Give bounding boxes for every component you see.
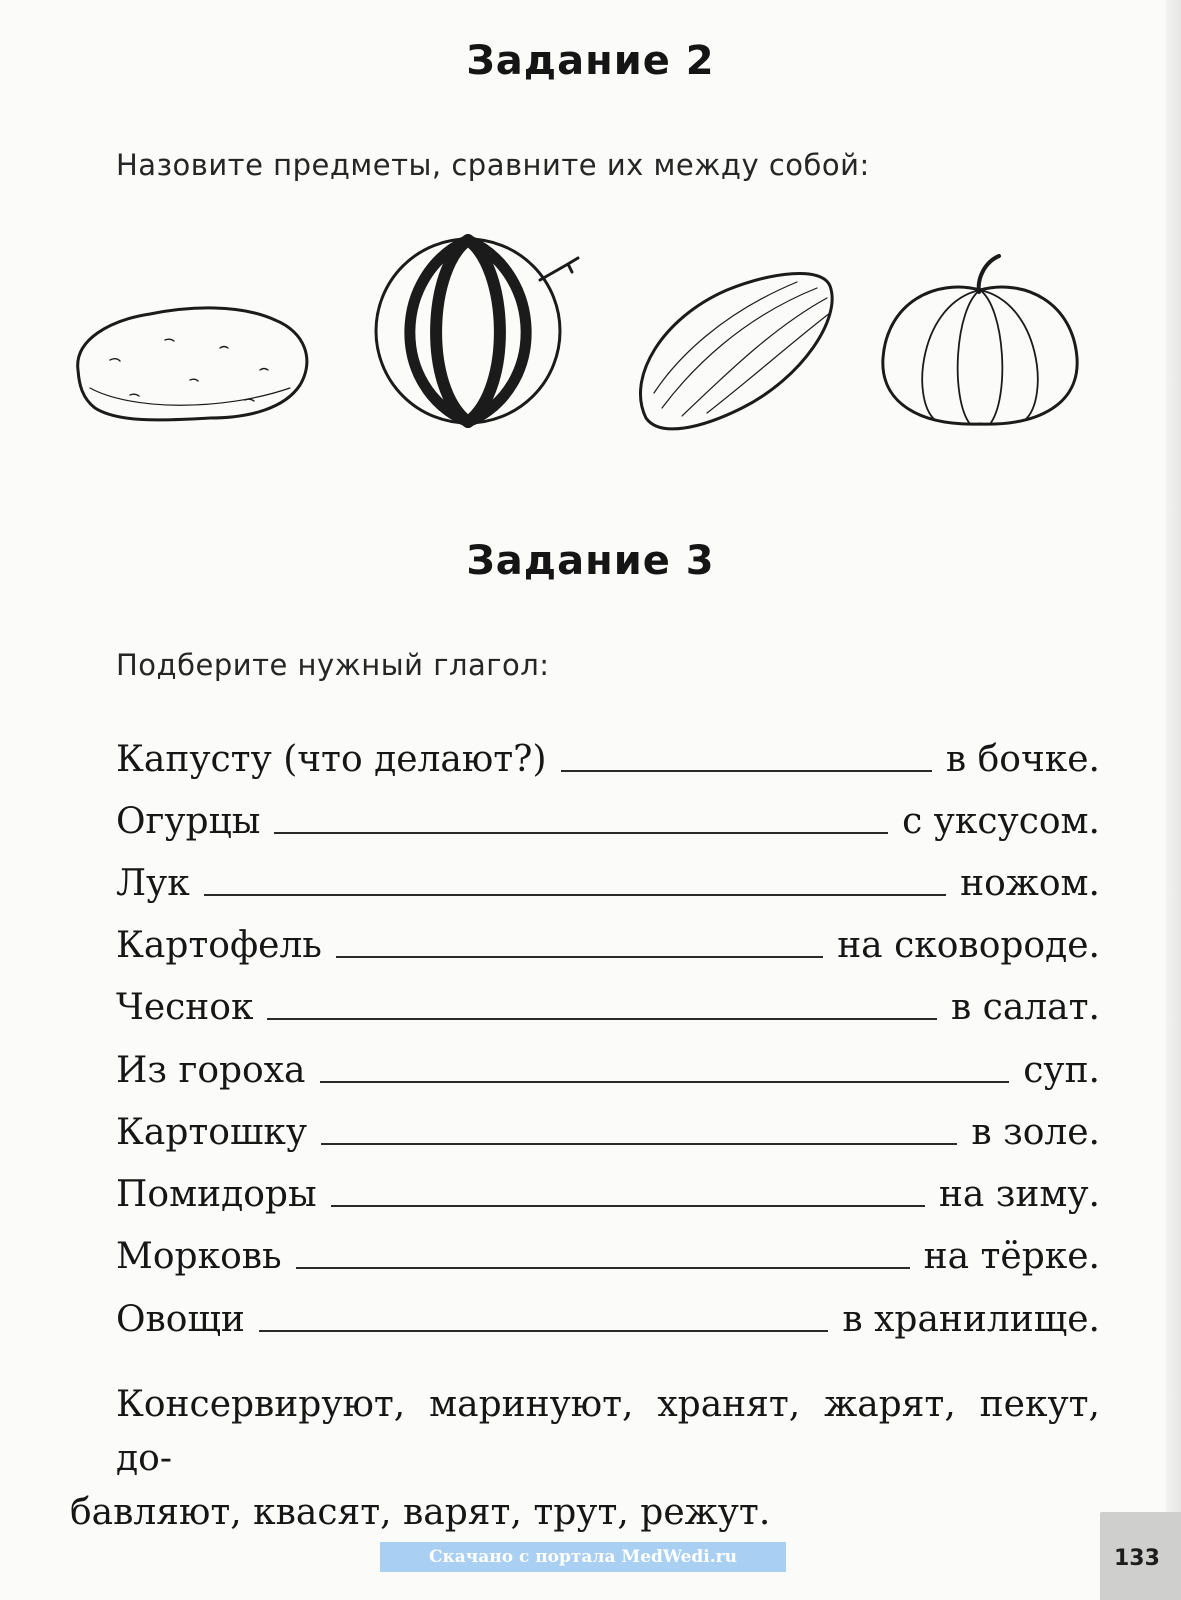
- row-tail: на зиму.: [938, 1174, 1100, 1215]
- exercise-row: [116, 846, 1100, 902]
- exercise-row: [116, 722, 1100, 778]
- row-subject: Помидоры: [116, 1174, 317, 1215]
- row-tail: в бочке.: [945, 739, 1100, 780]
- row-subject: Картофель: [116, 925, 322, 966]
- task3-title: Задание 3: [466, 538, 715, 584]
- answer-blank[interactable]: [320, 1080, 1010, 1083]
- answer-blank[interactable]: [561, 769, 932, 772]
- task2-instruction: Назовите предметы, сравните их между собой:: [116, 148, 870, 182]
- task2-title: Задание 2: [466, 38, 715, 84]
- row-tail: суп.: [1023, 1050, 1100, 1091]
- answer-blank[interactable]: [204, 893, 946, 896]
- exercise-row: [116, 908, 1100, 964]
- melon-icon: [632, 268, 837, 433]
- row-tail: ножом.: [960, 863, 1100, 904]
- task3-instruction: Подберите нужный глагол:: [116, 648, 550, 682]
- exercise-row: [116, 1282, 1100, 1338]
- page-edge-shadow: [1166, 0, 1181, 1512]
- row-subject: Морковь: [116, 1236, 282, 1277]
- answer-blank[interactable]: [321, 1142, 957, 1145]
- answer-blank[interactable]: [296, 1266, 910, 1269]
- row-tail: с уксусом.: [902, 801, 1100, 842]
- row-subject: Овощи: [116, 1299, 245, 1340]
- answer-blank[interactable]: [336, 955, 823, 958]
- row-subject: Чеснок: [116, 987, 254, 1028]
- answer-blank[interactable]: [274, 831, 888, 834]
- exercise-row: [116, 1033, 1100, 1089]
- exercise-row: [116, 784, 1100, 840]
- row-tail: на тёрке.: [923, 1236, 1100, 1277]
- exercise-row: [116, 1157, 1100, 1213]
- potato-icon: [70, 300, 315, 430]
- watermark-banner: Скачано с портала MedWedi.ru: [380, 1542, 786, 1572]
- row-subject: Из гороха: [116, 1050, 306, 1091]
- watermelon-icon: [368, 228, 588, 428]
- row-subject: Лук: [116, 863, 190, 904]
- row-tail: в хранилище.: [842, 1299, 1100, 1340]
- exercise-row: [116, 1095, 1100, 1151]
- answer-blank[interactable]: [259, 1329, 828, 1332]
- row-subject: Капусту (что делают?): [116, 739, 547, 780]
- page-number: 133: [1114, 1546, 1160, 1571]
- row-tail: в золе.: [971, 1112, 1100, 1153]
- exercise-row: [116, 970, 1100, 1026]
- verb-list-line: Консервируют, маринуют, хранят, жарят, пекут, до-: [116, 1384, 1100, 1479]
- row-subject: Картошку: [116, 1112, 308, 1153]
- answer-blank[interactable]: [331, 1204, 925, 1207]
- row-tail: на сковороде.: [837, 925, 1100, 966]
- row-subject: Огурцы: [116, 801, 261, 842]
- row-tail: в салат.: [950, 987, 1100, 1028]
- page-number-box: [1100, 1512, 1181, 1600]
- verb-list: [70, 1378, 1100, 1540]
- verb-list-line: бавляют, квасят, варят, трут, режут.: [70, 1492, 771, 1533]
- pumpkin-icon: [875, 248, 1085, 433]
- exercise-row: [116, 1219, 1100, 1275]
- answer-blank[interactable]: [267, 1017, 937, 1020]
